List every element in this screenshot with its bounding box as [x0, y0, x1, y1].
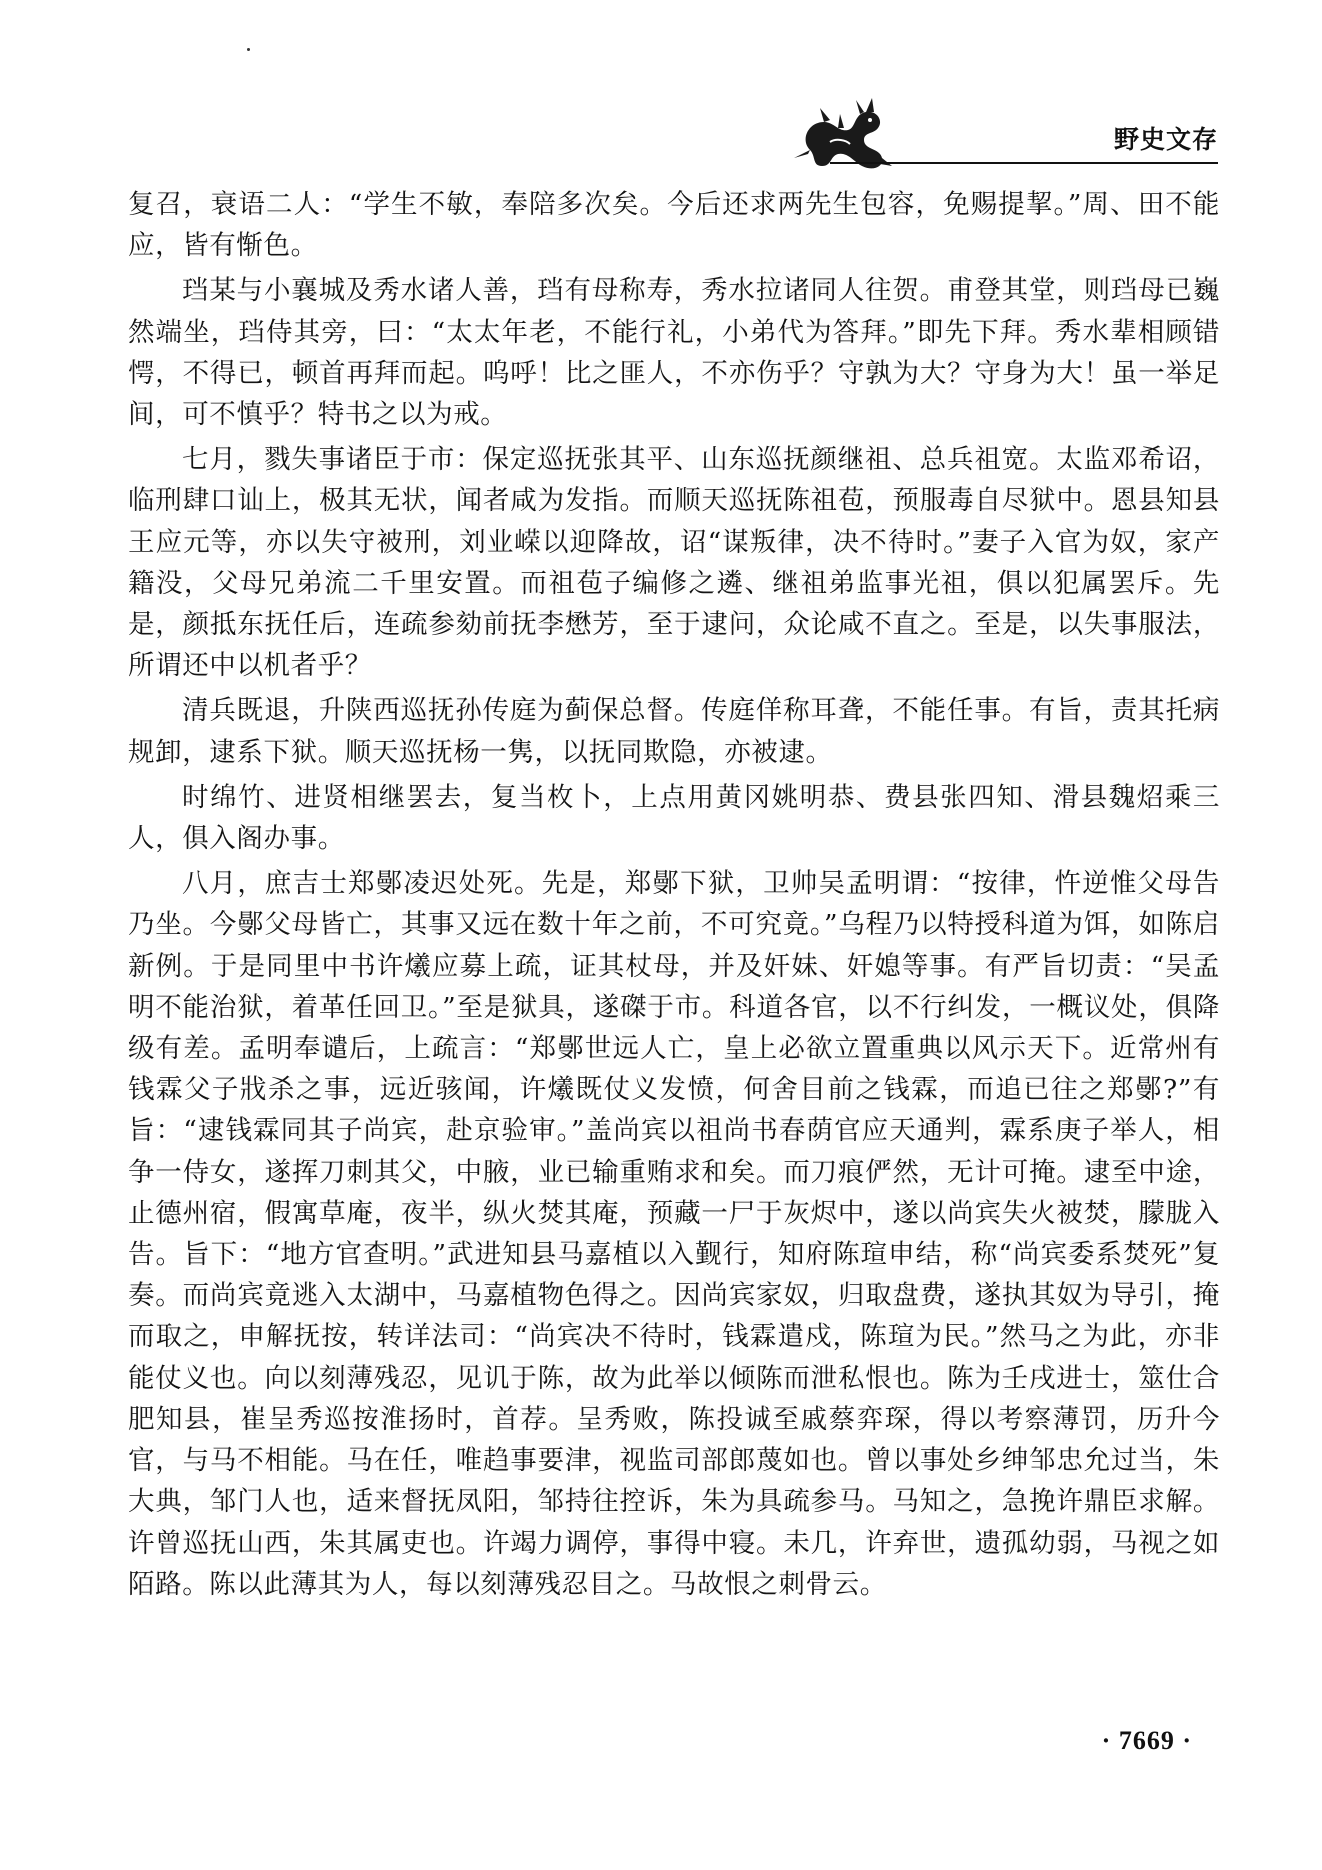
paragraph: 清兵既退，升陕西巡抚孙传庭为蓟保总督。传庭佯称耳聋，不能任事。有旨，责其托病规卸，逮系下狱。顺天巡抚杨一隽，以抚同欺隐，亦被逮。: [128, 695, 1220, 768]
body-text: [128, 184, 1220, 1609]
page-number: · 7669 ·: [1101, 1726, 1192, 1755]
paragraph: 七月，戮失事诸臣于市：保定巡抚张其平、山东巡抚颜继祖、总兵祖宽。太监邓希诏，临刑肆口讪上，极其无状，闻者咸为发指。而顺天巡抚陈祖苞，预服毒自尽狱中。恩县知县王应元等，亦以失守被刑，刘业嵘以迎降故，诏“谋叛律，决不待时。”妻子入官为奴，家产籍没，父母兄弟流二千里安置。而祖苞子编修之遴、继祖弟监事光祖，俱以犯属罢斥。先是，颜抵东抚任后，连疏参劾前抚李懋芳，至于逮问，众论咸不直之。至是，以失事服法，所谓还中以机者乎？: [128, 444, 1220, 682]
header-title: 野史文存: [1113, 125, 1218, 154]
paragraph: 时绵竹、进贤相继罢去，复当枚卜，上点用黄冈姚明恭、费县张四知、滑县魏炤乘三人，俱入阁办事。: [128, 781, 1220, 855]
header-rule: [830, 162, 1218, 164]
paragraph: 复召，衰语二人：“学生不敏，奉陪多次矣。今后还求两先生包容，免赐提挈。”周、田不能应，皆有惭色。: [128, 189, 1220, 262]
running-header: [0, 0, 1322, 170]
paragraph: 八月，庶吉士郑鄤凌迟处死。先是，郑鄤下狱，卫帅吴孟明谓：“按律，忤逆惟父母告乃坐。今鄤父母皆亡，其事又远在数十年之前，不可究竟。”乌程乃以特授科道为饵，如陈启新例。于是同里中书许爔应募上疏，证其杖母，并及奸妹、奸媳等事。有严旨切责：“吴孟明不能治狱，着革任回卫。”至是狱具，遂磔于市。科道各官，以不行纠发，一概议处，俱降级有差。孟明奉谴后，上疏言：“郑鄤世远人亡，皇上必欲立置重典以风示天下。近常州有钱霖父子戕杀之事，远近骇闻，许爔既仗义发愤，何舍目前之钱霖，而追已往之郑鄤?”有旨：“逮钱霖同其子尚宾，赴京验审。”盖尚宾以祖尚书春荫官应天通判，霖系庚子举人，相争一侍女，遂挥刀刺其父，中腋，业已输重贿求和矣。而刀痕俨然，无计可掩。逮至中途，止德州宿，假寓草庵，夜半，纵火焚其庵，预藏一尸于灰烬中，遂以尚宾失火被焚，朦胧入告。旨下：“地方官查明。”武进知县马嘉植以入觐行，知府陈瑄申结，称“尚宾委系焚死”复奏。而尚宾竟逃入太湖中，马嘉植物色得之。因尚宾家奴，归取盘费，遂执其奴为导引，掩而取之，申解抚按，转详法司：“尚宾决不待时，钱霖遣戍，陈瑄为民。”然马之为此，亦非能仗义也。向以刻薄残忍，见讥于陈，故为此举以倾陈而泄私恨也。陈为壬戌进士，筮仕合肥知县，崔呈秀巡按淮扬时，首荐。呈秀败，陈投诚至戚蔡弈琛，得以考察薄罚，历升今官，与马不相能。马在任，唯趋事要津，视监司部郎蔑如也。曾以事处乡绅邹忠允过当，朱大典，邹门人也，适来督抚凤阳，邹持往控诉，朱为具疏参马。马知之，急挽许鼎臣求解。许曾巡抚山西，朱其属吏也。许竭力调停，事得中寝。未几，许弃世，遗孤幼弱，马视之如陌路。陈以此薄其为人，每以刻薄残忍目之。马故恨之刺骨云。: [128, 868, 1220, 1600]
paragraph: 珰某与小襄城及秀水诸人善，珰有母称寿，秀水拉诸同人往贺。甫登其堂，则珰母已巍然端坐，珰侍其旁，曰：“太太年老，不能行礼，小弟代为答拜。”即先下拜。秀水辈相顾错愕，不得已，顿首再拜而起。呜呼！比之匪人，不亦伤乎？守孰为大？守身为大！虽一举足间，可不慎乎？特书之以为戒。: [128, 275, 1220, 431]
